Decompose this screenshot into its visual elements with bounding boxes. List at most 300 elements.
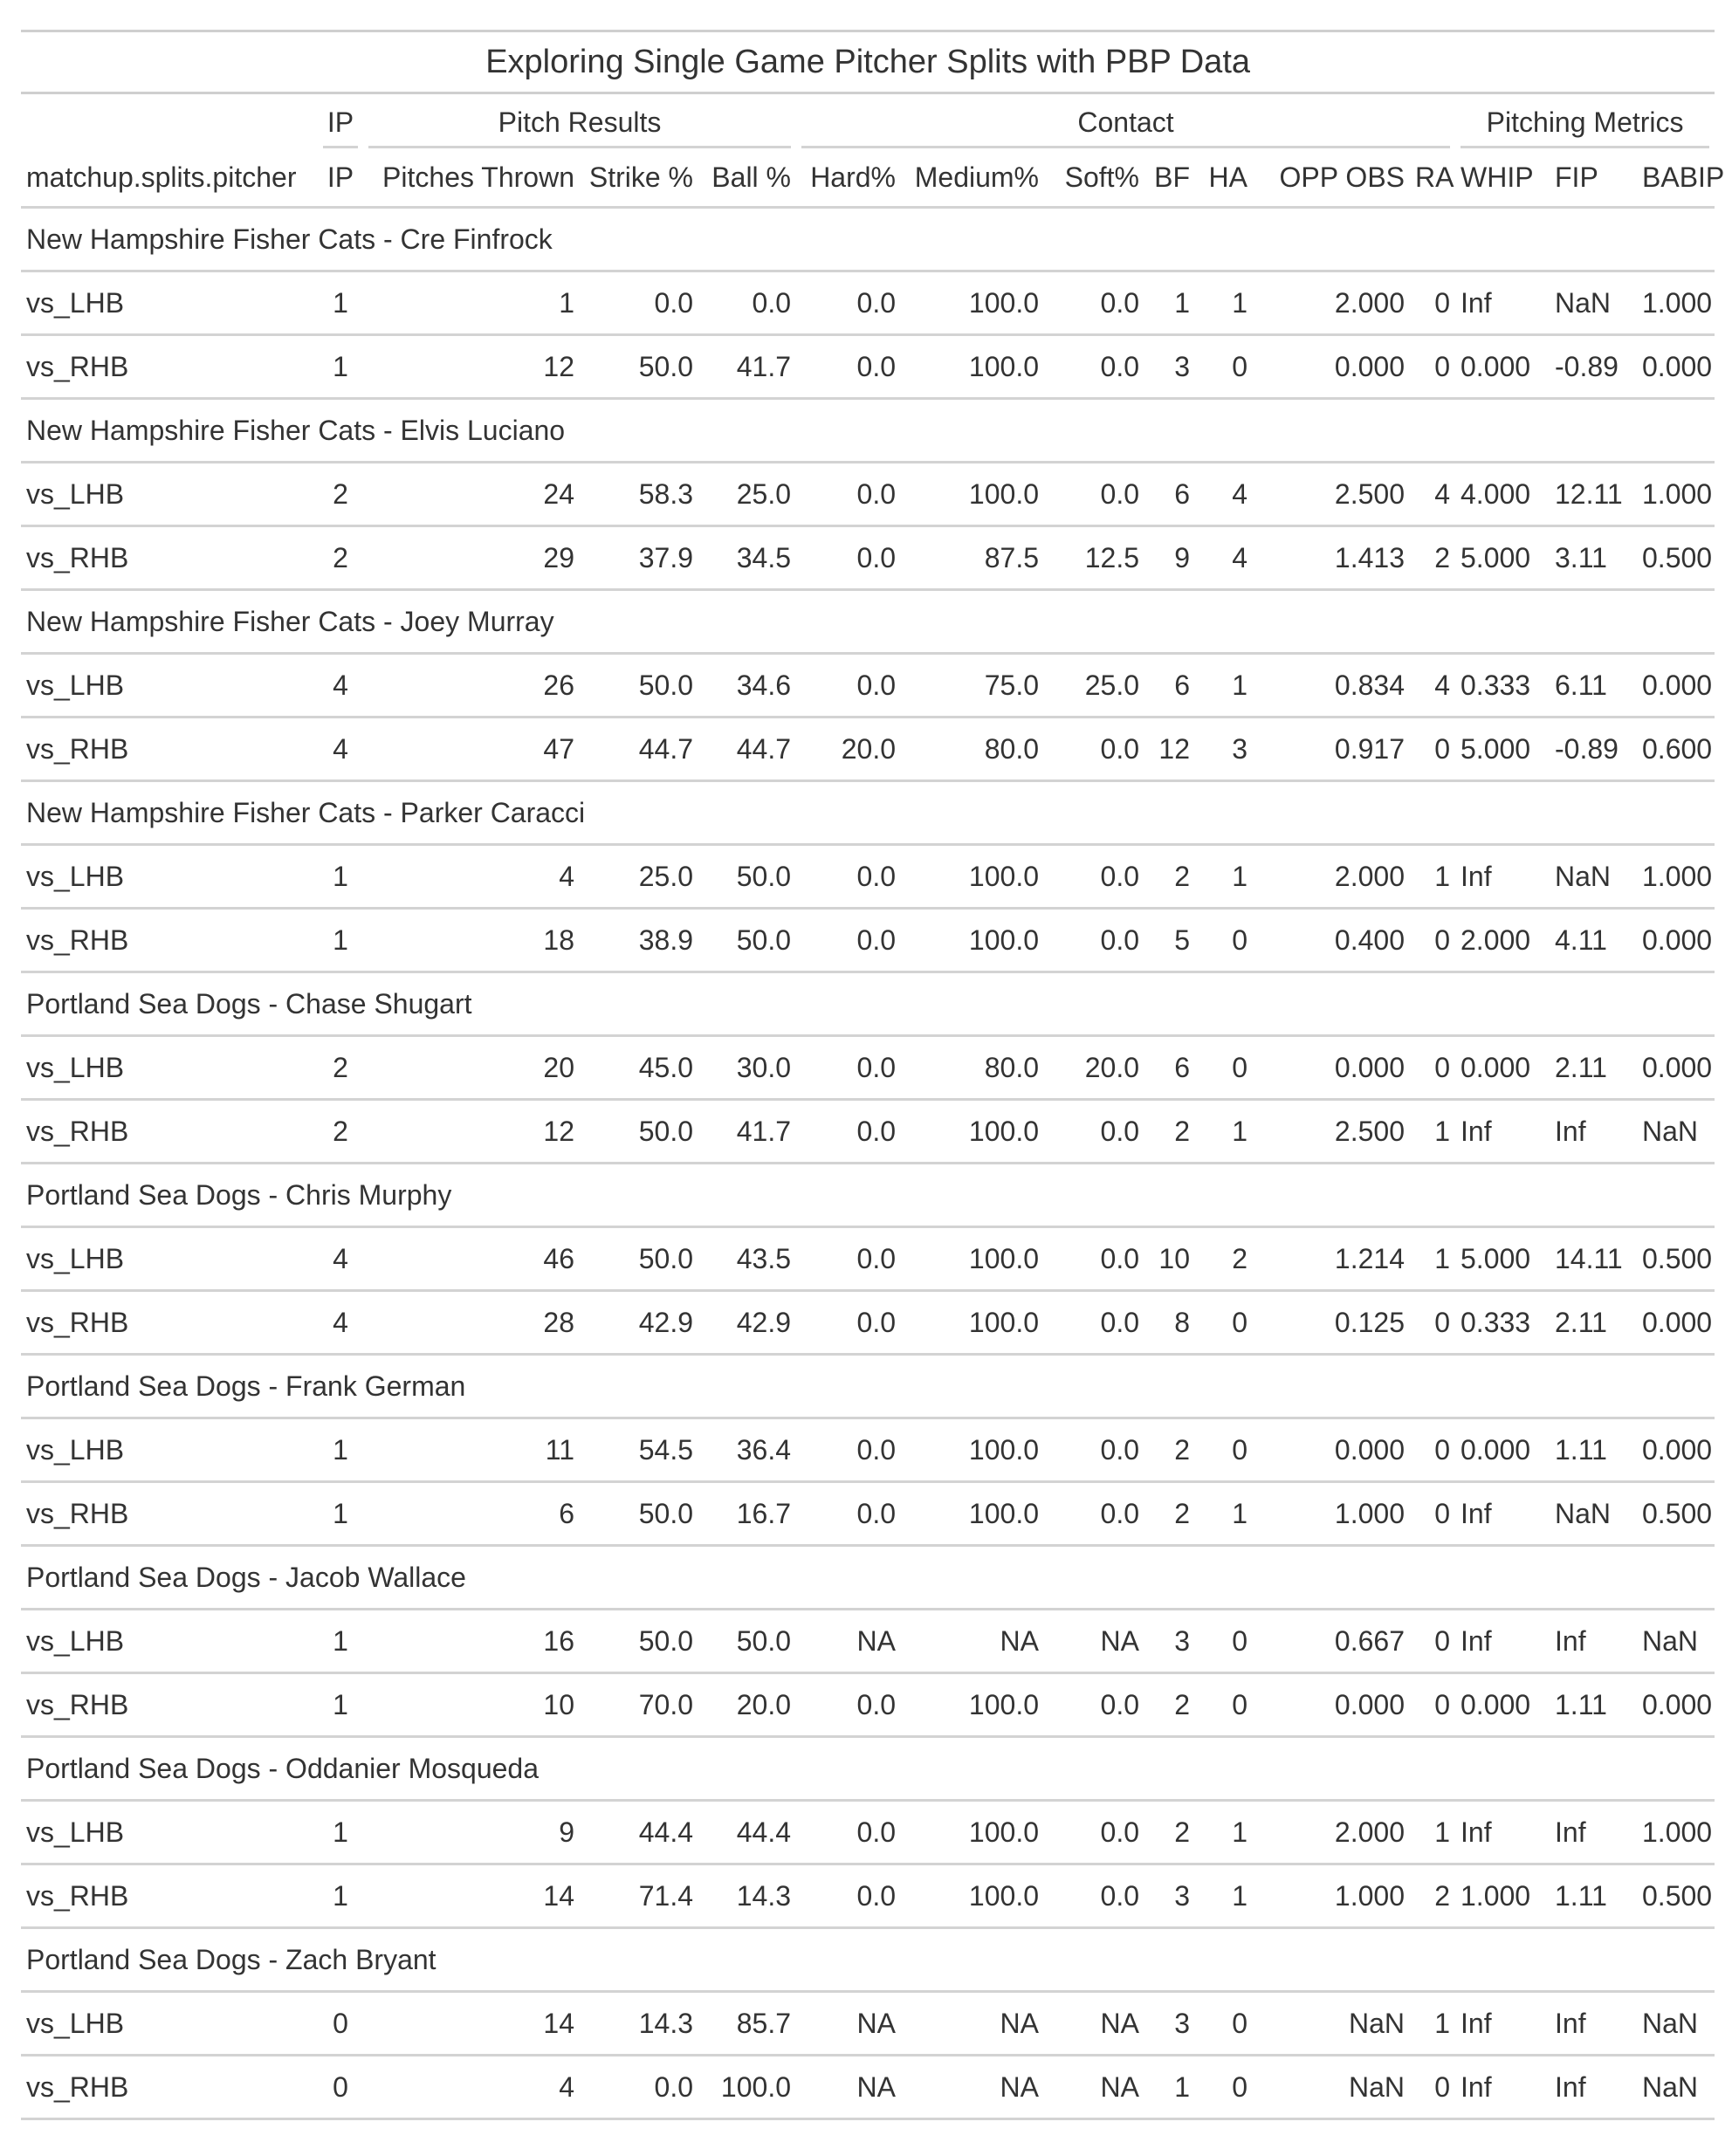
cell-bf: 2 [1144,1418,1195,1482]
cell-ip: 1 [318,909,363,972]
cell-medium-pct: NA [901,2056,1044,2119]
spanner-contact: Contact [796,93,1455,149]
cell-ball-pct: 50.0 [698,909,796,972]
cell-ha: 0 [1195,1291,1253,1355]
cell-ball-pct: 34.6 [698,654,796,718]
cell-medium-pct: 100.0 [901,1482,1044,1546]
cell-fip: NaN [1550,1482,1637,1546]
table-row [21,654,1715,718]
group-label: Portland Sea Dogs - Zach Bryant [21,1928,1715,1992]
column-header-strike-pct: Strike % [580,148,698,208]
cell-bf: 3 [1144,335,1195,399]
cell-ha: 2 [1195,1227,1253,1291]
cell-bf: 2 [1144,845,1195,909]
cell-pitcher-split: vs_LHB [21,1610,318,1673]
cell-soft-pct: 0.0 [1044,271,1144,335]
cell-bf: 1 [1144,271,1195,335]
cell-medium-pct: 80.0 [901,1036,1044,1100]
cell-strike-pct: 54.5 [580,1418,698,1482]
cell-ball-pct: 34.5 [698,526,796,590]
cell-soft-pct: 0.0 [1044,1100,1144,1164]
cell-ball-pct: 14.3 [698,1864,796,1928]
cell-ha: 1 [1195,1100,1253,1164]
cell-medium-pct: 100.0 [901,1418,1044,1482]
cell-whip: Inf [1455,1482,1550,1546]
cell-ip: 4 [318,1227,363,1291]
cell-hard-pct: 0.0 [796,1418,901,1482]
cell-strike-pct: 50.0 [580,1482,698,1546]
cell-bf: 9 [1144,526,1195,590]
table-row [21,1864,1715,1928]
cell-pitcher-split: vs_LHB [21,1418,318,1482]
cell-pitcher-split: vs_LHB [21,1227,318,1291]
cell-medium-pct: 100.0 [901,1291,1044,1355]
cell-opp-obs: 0.000 [1253,335,1410,399]
cell-pitches-thrown: 12 [363,1100,580,1164]
cell-strike-pct: 50.0 [580,1610,698,1673]
table-row [21,1418,1715,1482]
cell-ha: 4 [1195,526,1253,590]
cell-bf: 5 [1144,909,1195,972]
table-row [21,1610,1715,1673]
cell-ra: 1 [1410,845,1455,909]
cell-ip: 1 [318,1864,363,1928]
cell-strike-pct: 0.0 [580,2056,698,2119]
cell-whip: 5.000 [1455,526,1550,590]
cell-ip: 2 [318,463,363,526]
cell-ip: 2 [318,1036,363,1100]
cell-whip: Inf [1455,1610,1550,1673]
cell-soft-pct: 0.0 [1044,1291,1144,1355]
cell-ip: 2 [318,1100,363,1164]
cell-babip: 0.500 [1637,526,1715,590]
cell-whip: Inf [1455,1992,1550,2056]
cell-babip: 1.000 [1637,463,1715,526]
cell-ha: 0 [1195,1418,1253,1482]
cell-strike-pct: 45.0 [580,1036,698,1100]
cell-medium-pct: NA [901,1610,1044,1673]
table-row [21,718,1715,781]
cell-strike-pct: 38.9 [580,909,698,972]
cell-strike-pct: 0.0 [580,271,698,335]
cell-bf: 2 [1144,1801,1195,1864]
spanner-empty [21,93,318,149]
cell-bf: 2 [1144,1673,1195,1737]
cell-babip: 1.000 [1637,845,1715,909]
cell-opp-obs: NaN [1253,2056,1410,2119]
cell-fip: NaN [1550,845,1637,909]
cell-pitcher-split: vs_LHB [21,1992,318,2056]
cell-whip: 4.000 [1455,463,1550,526]
cell-opp-obs: 0.000 [1253,1036,1410,1100]
cell-opp-obs: 1.000 [1253,1482,1410,1546]
cell-hard-pct: NA [796,1610,901,1673]
cell-ip: 2 [318,526,363,590]
table-title: Exploring Single Game Pitcher Splits with PBP Data [21,31,1715,93]
cell-ra: 0 [1410,718,1455,781]
cell-fip: Inf [1550,2056,1637,2119]
cell-opp-obs: 2.500 [1253,1100,1410,1164]
group-label: Portland Sea Dogs - Frank German [21,1355,1715,1418]
cell-pitches-thrown: 1 [363,271,580,335]
cell-opp-obs: 2.000 [1253,845,1410,909]
group-row [21,1928,1715,1992]
cell-ball-pct: 50.0 [698,1610,796,1673]
cell-pitches-thrown: 9 [363,1801,580,1864]
cell-medium-pct: 80.0 [901,718,1044,781]
cell-pitches-thrown: 4 [363,845,580,909]
cell-ha: 1 [1195,271,1253,335]
cell-ball-pct: 44.7 [698,718,796,781]
table-row [21,1482,1715,1546]
cell-medium-pct: 87.5 [901,526,1044,590]
spanner-pitch-results: Pitch Results [363,93,796,149]
cell-ha: 4 [1195,463,1253,526]
cell-babip: 0.000 [1637,654,1715,718]
cell-babip: 0.500 [1637,1864,1715,1928]
cell-ra: 0 [1410,1291,1455,1355]
cell-ball-pct: 42.9 [698,1291,796,1355]
table-row [21,1992,1715,2056]
cell-hard-pct: 0.0 [796,1291,901,1355]
group-row [21,399,1715,463]
table-row [21,909,1715,972]
cell-hard-pct: 0.0 [796,1482,901,1546]
cell-ball-pct: 85.7 [698,1992,796,2056]
cell-strike-pct: 58.3 [580,463,698,526]
cell-babip: NaN [1637,1610,1715,1673]
cell-pitches-thrown: 10 [363,1673,580,1737]
cell-pitches-thrown: 24 [363,463,580,526]
cell-ip: 1 [318,1801,363,1864]
cell-hard-pct: NA [796,2056,901,2119]
cell-opp-obs: 0.834 [1253,654,1410,718]
cell-pitcher-split: vs_LHB [21,271,318,335]
pitcher-splits-table [21,30,1725,2120]
cell-medium-pct: 100.0 [901,271,1044,335]
cell-ra: 0 [1410,909,1455,972]
cell-hard-pct: 0.0 [796,1801,901,1864]
column-header-medium-pct: Medium% [901,148,1044,208]
cell-bf: 8 [1144,1291,1195,1355]
cell-strike-pct: 44.4 [580,1801,698,1864]
cell-fip: 6.11 [1550,654,1637,718]
cell-hard-pct: 0.0 [796,1673,901,1737]
cell-fip: Inf [1550,1801,1637,1864]
cell-pitches-thrown: 29 [363,526,580,590]
table-row [21,1673,1715,1737]
cell-soft-pct: 0.0 [1044,1482,1144,1546]
cell-pitches-thrown: 6 [363,1482,580,1546]
group-row [21,1355,1715,1418]
cell-ra: 0 [1410,1673,1455,1737]
cell-medium-pct: 100.0 [901,909,1044,972]
cell-hard-pct: 0.0 [796,1036,901,1100]
column-header-pitcher: matchup.splits.pitcher [21,148,318,208]
cell-babip: 1.000 [1637,1801,1715,1864]
cell-ip: 0 [318,1992,363,2056]
cell-hard-pct: 0.0 [796,845,901,909]
cell-ball-pct: 36.4 [698,1418,796,1482]
cell-whip: Inf [1455,271,1550,335]
cell-hard-pct: 0.0 [796,909,901,972]
cell-hard-pct: 0.0 [796,1100,901,1164]
cell-babip: 0.000 [1637,1291,1715,1355]
cell-fip: Inf [1550,1992,1637,2056]
cell-ra: 4 [1410,463,1455,526]
cell-ball-pct: 41.7 [698,335,796,399]
group-row [21,1164,1715,1227]
cell-pitcher-split: vs_RHB [21,1673,318,1737]
cell-opp-obs: 0.000 [1253,1673,1410,1737]
table-row [21,845,1715,909]
column-header-ip: IP [318,148,363,208]
cell-strike-pct: 50.0 [580,1227,698,1291]
cell-bf: 12 [1144,718,1195,781]
cell-soft-pct: 20.0 [1044,1036,1144,1100]
cell-ip: 4 [318,718,363,781]
cell-whip: 2.000 [1455,909,1550,972]
cell-whip: 0.000 [1455,1418,1550,1482]
cell-bf: 3 [1144,1864,1195,1928]
cell-babip: NaN [1637,1100,1715,1164]
cell-fip: Inf [1550,1610,1637,1673]
cell-pitcher-split: vs_LHB [21,845,318,909]
cell-strike-pct: 37.9 [580,526,698,590]
cell-bf: 6 [1144,1036,1195,1100]
cell-strike-pct: 44.7 [580,718,698,781]
cell-ball-pct: 30.0 [698,1036,796,1100]
cell-medium-pct: 100.0 [901,1864,1044,1928]
cell-ha: 1 [1195,1482,1253,1546]
table-row [21,2056,1715,2119]
cell-hard-pct: 0.0 [796,1227,901,1291]
cell-ip: 1 [318,1418,363,1482]
column-header-opp-obs: OPP OBS [1253,148,1410,208]
cell-ip: 4 [318,1291,363,1355]
cell-whip: 5.000 [1455,718,1550,781]
table-row [21,463,1715,526]
cell-opp-obs: 0.400 [1253,909,1410,972]
cell-pitches-thrown: 18 [363,909,580,972]
cell-medium-pct: 100.0 [901,1801,1044,1864]
cell-bf: 3 [1144,1610,1195,1673]
cell-ra: 1 [1410,1227,1455,1291]
cell-hard-pct: 0.0 [796,271,901,335]
cell-babip: 0.000 [1637,1673,1715,1737]
cell-soft-pct: 0.0 [1044,845,1144,909]
cell-pitches-thrown: 16 [363,1610,580,1673]
table-row [21,335,1715,399]
cell-ip: 1 [318,1482,363,1546]
cell-ha: 3 [1195,718,1253,781]
cell-pitcher-split: vs_RHB [21,1482,318,1546]
cell-bf: 6 [1144,463,1195,526]
cell-soft-pct: 0.0 [1044,909,1144,972]
spanner-pitching-metrics: Pitching Metrics [1455,93,1715,149]
cell-fip: 14.11 [1550,1227,1637,1291]
group-row [21,590,1715,654]
cell-medium-pct: 100.0 [901,1100,1044,1164]
cell-fip: 2.11 [1550,1036,1637,1100]
cell-whip: 5.000 [1455,1227,1550,1291]
cell-ip: 4 [318,654,363,718]
cell-babip: 0.000 [1637,909,1715,972]
cell-whip: Inf [1455,2056,1550,2119]
cell-ball-pct: 50.0 [698,845,796,909]
cell-pitches-thrown: 11 [363,1418,580,1482]
spanner-ip: IP [318,93,363,149]
cell-whip: 0.000 [1455,1673,1550,1737]
group-row [21,972,1715,1036]
cell-pitcher-split: vs_RHB [21,1864,318,1928]
cell-ha: 1 [1195,654,1253,718]
cell-soft-pct: 12.5 [1044,526,1144,590]
group-label: New Hampshire Fisher Cats - Parker Caracci [21,781,1715,845]
cell-medium-pct: 100.0 [901,1227,1044,1291]
cell-ha: 0 [1195,1992,1253,2056]
column-header-whip: WHIP [1455,148,1550,208]
cell-pitches-thrown: 28 [363,1291,580,1355]
cell-pitcher-split: vs_LHB [21,1036,318,1100]
cell-ra: 1 [1410,1801,1455,1864]
cell-ball-pct: 100.0 [698,2056,796,2119]
cell-soft-pct: 0.0 [1044,1673,1144,1737]
table-container [21,30,1725,2120]
cell-pitches-thrown: 14 [363,1864,580,1928]
table-row [21,1801,1715,1864]
cell-fip: -0.89 [1550,718,1637,781]
column-header-soft-pct: Soft% [1044,148,1144,208]
table-row [21,1100,1715,1164]
cell-fip: 1.11 [1550,1418,1637,1482]
group-label: Portland Sea Dogs - Jacob Wallace [21,1546,1715,1610]
cell-ra: 0 [1410,1036,1455,1100]
cell-opp-obs: 0.000 [1253,1418,1410,1482]
cell-ha: 1 [1195,1864,1253,1928]
column-header-hard-pct: Hard% [796,148,901,208]
group-row [21,1546,1715,1610]
group-label: New Hampshire Fisher Cats - Elvis Luciano [21,399,1715,463]
cell-strike-pct: 50.0 [580,1100,698,1164]
cell-ra: 0 [1410,1610,1455,1673]
cell-pitcher-split: vs_RHB [21,2056,318,2119]
cell-soft-pct: 0.0 [1044,463,1144,526]
group-label: Portland Sea Dogs - Oddanier Mosqueda [21,1737,1715,1801]
cell-babip: 0.500 [1637,1227,1715,1291]
cell-babip: 0.000 [1637,1036,1715,1100]
cell-ball-pct: 0.0 [698,271,796,335]
cell-pitcher-split: vs_RHB [21,1100,318,1164]
cell-hard-pct: 0.0 [796,654,901,718]
cell-ra: 0 [1410,1482,1455,1546]
group-row [21,1737,1715,1801]
cell-medium-pct: NA [901,1992,1044,2056]
cell-hard-pct: 0.0 [796,335,901,399]
cell-opp-obs: 2.500 [1253,463,1410,526]
group-label: New Hampshire Fisher Cats - Joey Murray [21,590,1715,654]
cell-whip: 0.333 [1455,1291,1550,1355]
cell-hard-pct: NA [796,1992,901,2056]
group-row [21,781,1715,845]
cell-soft-pct: 0.0 [1044,1418,1144,1482]
table-row [21,526,1715,590]
cell-pitcher-split: vs_LHB [21,1801,318,1864]
cell-soft-pct: 0.0 [1044,718,1144,781]
cell-soft-pct: NA [1044,1610,1144,1673]
cell-medium-pct: 75.0 [901,654,1044,718]
cell-whip: 1.000 [1455,1864,1550,1928]
column-header-pitches-thrown: Pitches Thrown [363,148,580,208]
cell-ha: 0 [1195,2056,1253,2119]
cell-fip: 12.11 [1550,463,1637,526]
column-header-bf: BF [1144,148,1195,208]
cell-pitches-thrown: 47 [363,718,580,781]
cell-hard-pct: 0.0 [796,463,901,526]
cell-pitcher-split: vs_RHB [21,335,318,399]
cell-babip: 1.000 [1637,271,1715,335]
cell-fip: Inf [1550,1100,1637,1164]
cell-ip: 1 [318,1673,363,1737]
cell-ra: 0 [1410,1418,1455,1482]
group-label: Portland Sea Dogs - Chase Shugart [21,972,1715,1036]
cell-fip: 2.11 [1550,1291,1637,1355]
cell-pitcher-split: vs_LHB [21,654,318,718]
cell-strike-pct: 71.4 [580,1864,698,1928]
cell-babip: 0.500 [1637,1482,1715,1546]
cell-soft-pct: 0.0 [1044,1227,1144,1291]
cell-strike-pct: 42.9 [580,1291,698,1355]
cell-whip: Inf [1455,1100,1550,1164]
cell-opp-obs: 0.917 [1253,718,1410,781]
cell-opp-obs: 2.000 [1253,1801,1410,1864]
cell-hard-pct: 20.0 [796,718,901,781]
cell-ip: 1 [318,271,363,335]
cell-strike-pct: 25.0 [580,845,698,909]
cell-opp-obs: 0.667 [1253,1610,1410,1673]
cell-pitches-thrown: 4 [363,2056,580,2119]
cell-medium-pct: 100.0 [901,335,1044,399]
cell-babip: NaN [1637,2056,1715,2119]
cell-opp-obs: 1.000 [1253,1864,1410,1928]
cell-pitches-thrown: 20 [363,1036,580,1100]
cell-ha: 0 [1195,1610,1253,1673]
cell-fip: 1.11 [1550,1673,1637,1737]
cell-ip: 1 [318,1610,363,1673]
cell-soft-pct: 25.0 [1044,654,1144,718]
cell-soft-pct: 0.0 [1044,1864,1144,1928]
group-row [21,208,1715,271]
cell-ha: 0 [1195,909,1253,972]
cell-ha: 0 [1195,1036,1253,1100]
cell-pitcher-split: vs_RHB [21,909,318,972]
cell-ball-pct: 16.7 [698,1482,796,1546]
cell-ra: 0 [1410,2056,1455,2119]
cell-ra: 2 [1410,526,1455,590]
column-header-babip: BABIP [1637,148,1715,208]
cell-pitches-thrown: 46 [363,1227,580,1291]
cell-whip: 0.333 [1455,654,1550,718]
cell-medium-pct: 100.0 [901,463,1044,526]
cell-ball-pct: 41.7 [698,1100,796,1164]
cell-ball-pct: 20.0 [698,1673,796,1737]
cell-opp-obs: 1.413 [1253,526,1410,590]
cell-soft-pct: NA [1044,2056,1144,2119]
cell-bf: 6 [1144,654,1195,718]
cell-ip: 0 [318,2056,363,2119]
cell-fip: 3.11 [1550,526,1637,590]
cell-strike-pct: 70.0 [580,1673,698,1737]
